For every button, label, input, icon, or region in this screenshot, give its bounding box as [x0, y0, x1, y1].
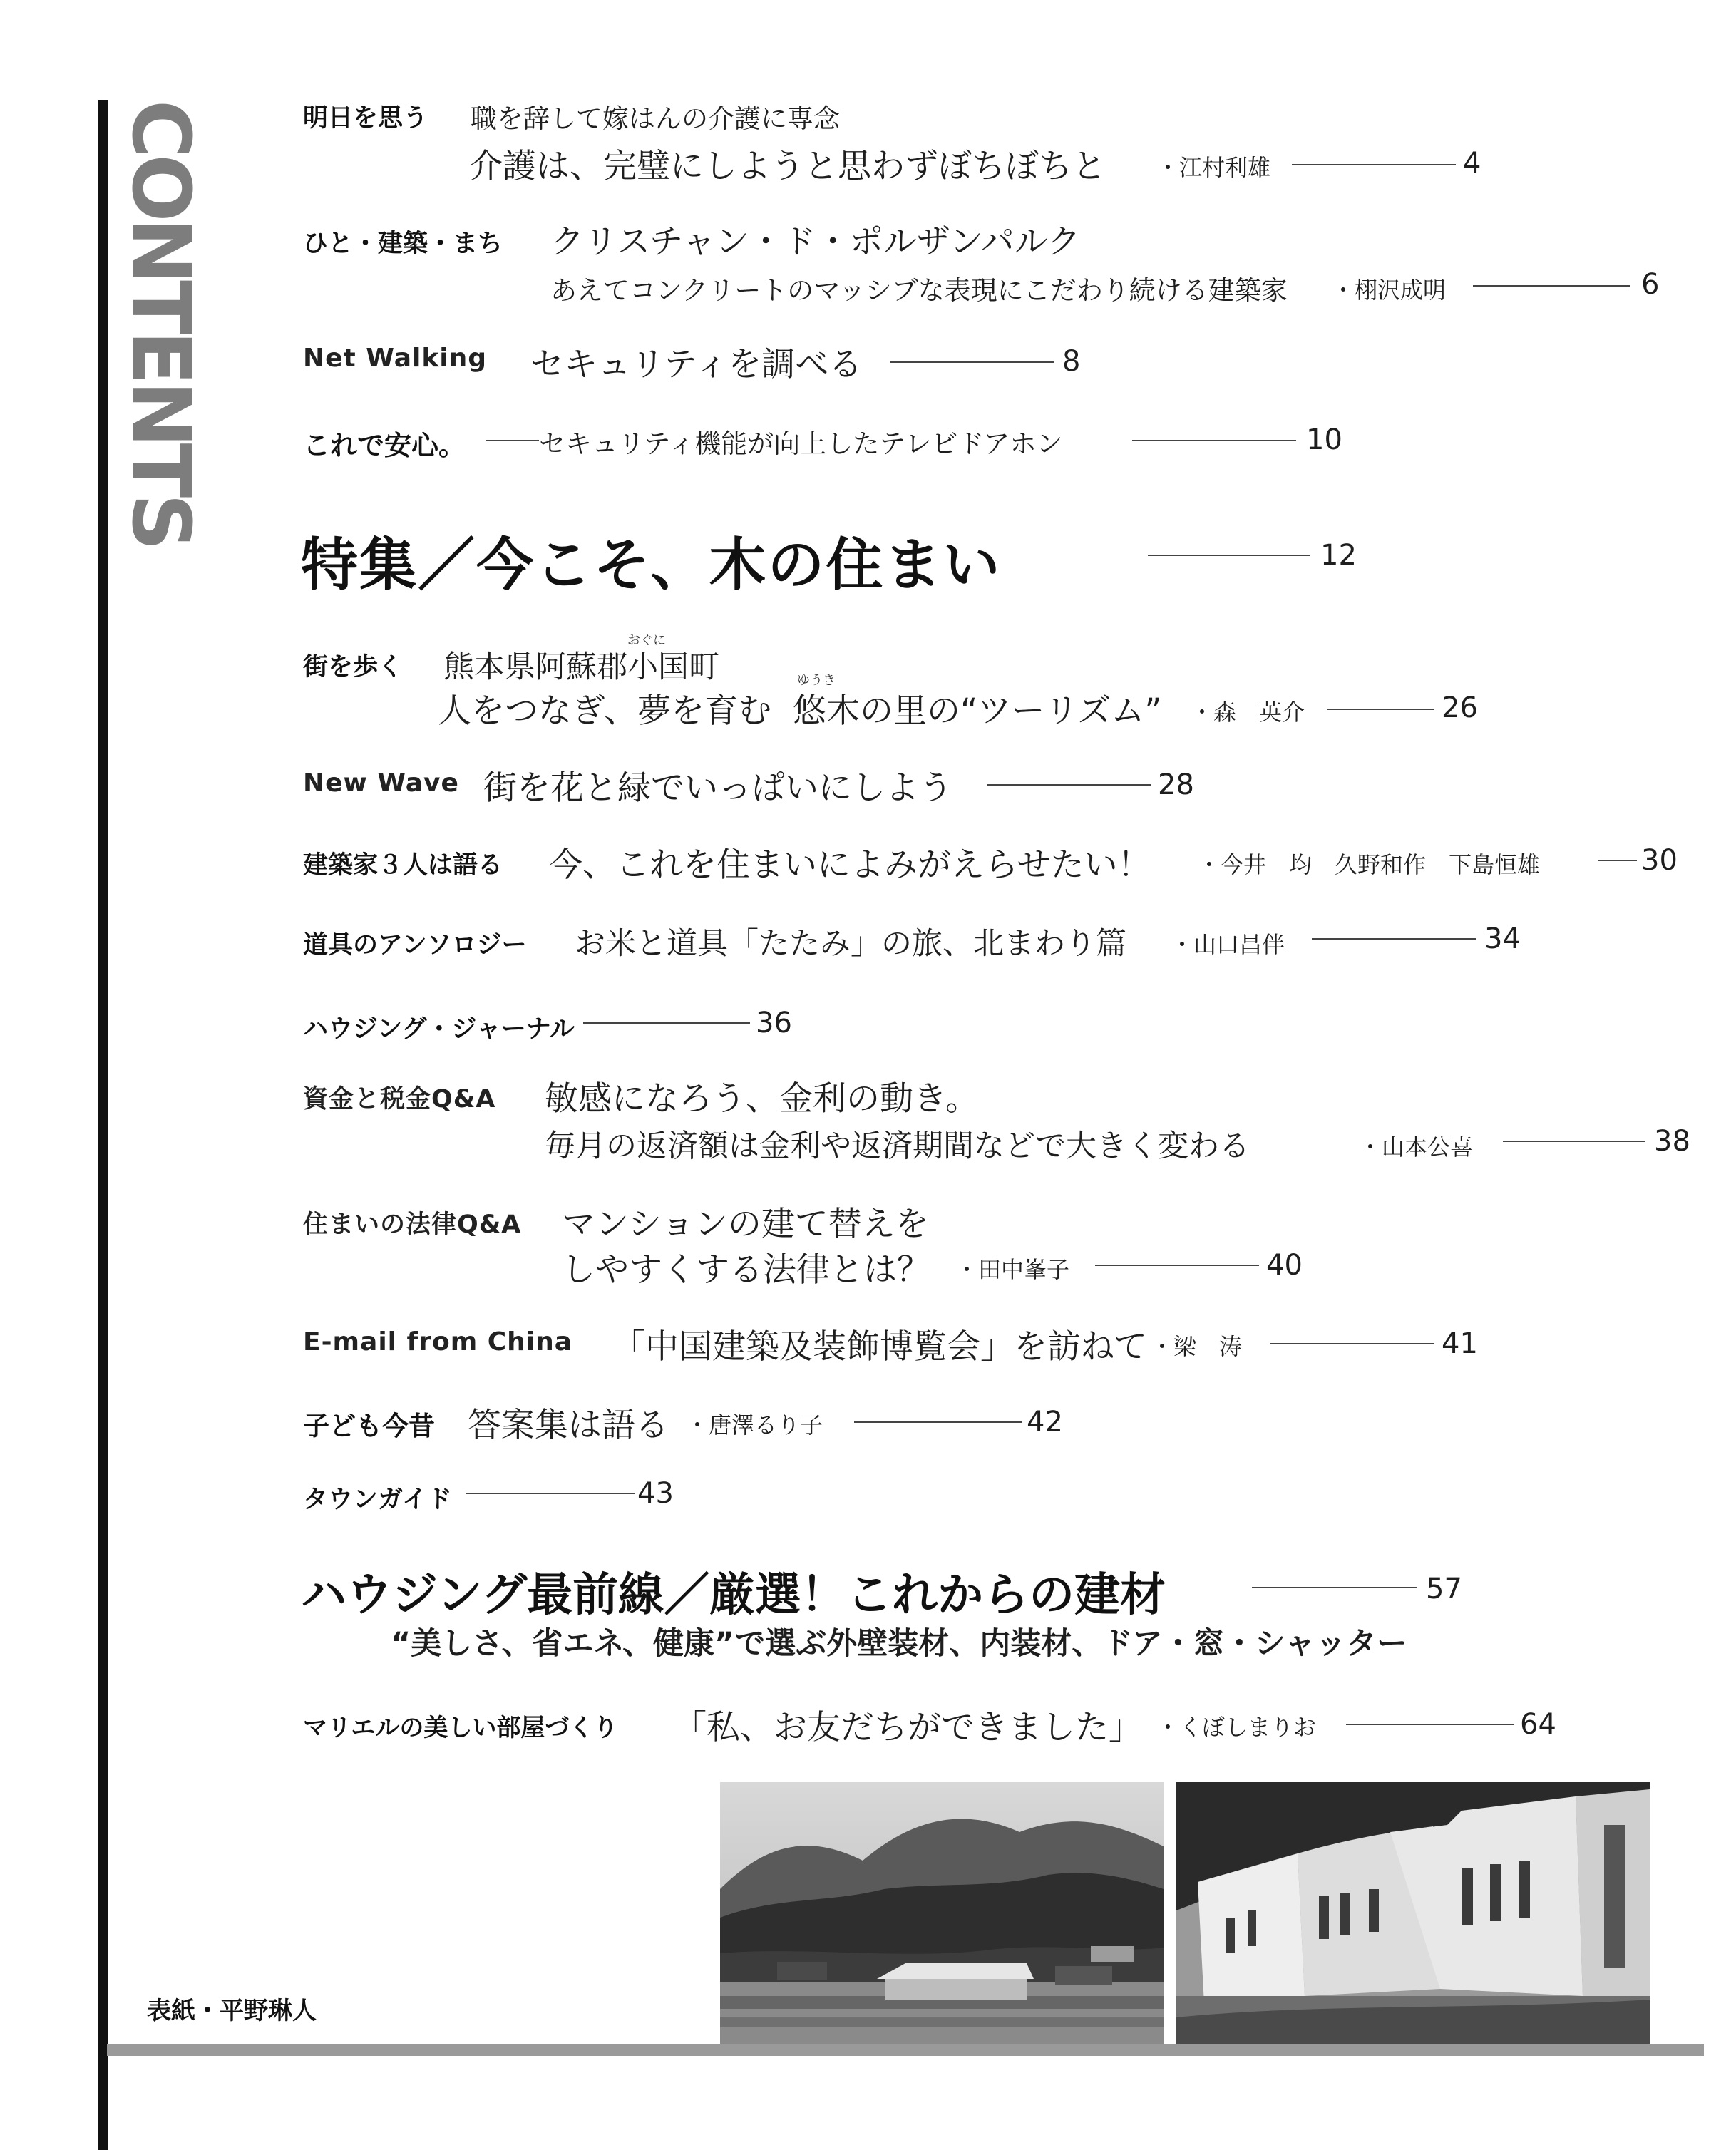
- page-number: 41: [1442, 1327, 1478, 1360]
- entry-author: ・今井 均 久野和作 下島恒雄: [1198, 851, 1541, 878]
- left-vertical-bar: [98, 100, 108, 2150]
- entry-author: ・田中峯子: [955, 1256, 1070, 1283]
- entry-title-a[interactable]: 人をつなぎ、夢を育む: [438, 691, 772, 731]
- entry-label: 子ども今昔: [303, 1411, 435, 1441]
- leader-line: [1132, 440, 1296, 441]
- entry-place: 熊本県阿蘇郡小国町: [443, 649, 719, 685]
- entry-label: 建築家３人は語る: [303, 851, 503, 880]
- entry-label: 道具のアンソロジー: [303, 931, 527, 960]
- leader-line: [1095, 1265, 1259, 1266]
- entry-author: ・唐澤るり子: [686, 1411, 823, 1439]
- leader-line: [1292, 164, 1456, 165]
- page-number: 42: [1027, 1406, 1063, 1439]
- entry-label: 住まいの法律Q&A: [303, 1210, 522, 1239]
- leader-line: [890, 361, 1054, 363]
- cover-credit: 表紙・平野琳人: [147, 1997, 317, 2025]
- page-number: 43: [637, 1477, 674, 1510]
- page-number: 36: [756, 1007, 792, 1039]
- bottom-horizontal-bar: [107, 2044, 1704, 2056]
- entry-title[interactable]: 「中国建築及装飾博覧会」を訪ねて: [612, 1327, 1147, 1367]
- entry-title-line1[interactable]: マンションの建て替えを: [562, 1205, 929, 1244]
- leader-line: [1346, 1724, 1514, 1725]
- page-number: 38: [1654, 1125, 1690, 1158]
- entry-title[interactable]: 今、これを住まいによみがえらせたい！: [549, 845, 1151, 885]
- entry-label: Net Walking: [303, 344, 488, 373]
- entry-subtitle: あえてコンクリートのマッシブな表現にこだわり続ける建築家: [550, 275, 1288, 306]
- entry-author: ・江村利雄: [1156, 154, 1271, 181]
- page-number: 8: [1062, 345, 1081, 378]
- entry-title[interactable]: クリスチャン・ド・ポルザンパルク: [550, 222, 1081, 262]
- page-number: 34: [1484, 922, 1521, 955]
- entry-title[interactable]: セキュリティ機能が向上したテレビドアホン: [539, 428, 1063, 459]
- leader-line: [1598, 860, 1637, 861]
- entry-label: ひと・建築・まち: [303, 230, 503, 258]
- leader-line: [466, 1493, 635, 1494]
- entry-title[interactable]: お米と道具「たたみ」の旅、北まわり篇: [575, 926, 1126, 962]
- entry-subtitle: 毎月の返済額は金利や返済期間などで大きく変わる: [545, 1128, 1250, 1164]
- page-number: 26: [1442, 691, 1478, 724]
- leader-line: [1252, 1587, 1417, 1588]
- contents-heading: CONTENTS: [114, 100, 207, 547]
- feature-title[interactable]: ハウジング最前線／厳選！これからの建材: [301, 1569, 1166, 1622]
- page-number: 64: [1520, 1708, 1556, 1741]
- leader-line: [1503, 1141, 1645, 1142]
- entry-author: ・栩沢成明: [1332, 277, 1447, 304]
- entry-label: 街を歩く: [303, 653, 404, 681]
- page-number: 6: [1641, 268, 1660, 301]
- entry-label: これで安心。: [303, 430, 466, 461]
- page-number: 4: [1463, 147, 1481, 180]
- page-number: 10: [1306, 423, 1342, 456]
- page-number: 30: [1641, 844, 1678, 877]
- entry-label: マリエルの美しい部屋づくり: [303, 1714, 618, 1742]
- entry-label[interactable]: ハウジング・ジャーナル: [303, 1015, 575, 1044]
- entry-title[interactable]: 街を花と緑でいっぱいにしよう: [483, 768, 952, 808]
- village-landscape-photo: [720, 1782, 1164, 2049]
- feature-subtitle: “美しさ、省エネ、健康”で選ぶ外壁装材、内装材、ドア・窓・シャッター: [391, 1626, 1408, 1662]
- leader-line: [854, 1421, 1022, 1423]
- page-number: 12: [1320, 539, 1357, 572]
- entry-title[interactable]: 「私、お友だちができました」: [673, 1708, 1142, 1747]
- entry-label: 明日を思う: [303, 104, 428, 133]
- leader-line: [1148, 555, 1310, 556]
- leader-line: [1270, 1343, 1434, 1344]
- page-number: 57: [1426, 1573, 1462, 1605]
- entry-subtitle: 職を辞して嫁はんの介護に専念: [471, 103, 840, 134]
- page-number: 28: [1158, 768, 1194, 801]
- entry-label: E-mail from China: [303, 1327, 573, 1357]
- leader-line: [1473, 285, 1630, 287]
- entry-author: ・山本公喜: [1359, 1133, 1474, 1161]
- dash: [486, 440, 539, 441]
- entry-author: ・森 英介: [1191, 699, 1305, 726]
- entry-title[interactable]: 介護は、完璧にしようと思わずぼちぼちと: [469, 147, 1106, 186]
- ruby-text: おぐに: [627, 633, 666, 648]
- leader-line: [583, 1022, 750, 1024]
- concrete-building-photo: [1176, 1782, 1650, 2056]
- feature-title[interactable]: 特集／今こそ、木の住まい: [301, 532, 1002, 598]
- entry-title[interactable]: 答案集は語る: [468, 1406, 669, 1445]
- entry-title-b[interactable]: 悠木の里の“ツーリズム”: [793, 691, 1162, 731]
- leader-line: [1312, 938, 1476, 940]
- entry-label[interactable]: タウンガイド: [303, 1486, 452, 1514]
- entry-title[interactable]: セキュリティを調べる: [530, 345, 863, 384]
- entry-title-line2[interactable]: しやすくする法律とは？: [562, 1250, 930, 1290]
- entry-author: ・梁 涛: [1151, 1333, 1243, 1360]
- entry-author: ・山口昌伴: [1171, 931, 1285, 958]
- entry-title[interactable]: 敏感になろう、金利の動き。: [545, 1079, 980, 1118]
- entry-label: New Wave: [303, 768, 459, 798]
- leader-line: [987, 784, 1151, 786]
- entry-author: ・くぼしまりお: [1156, 1714, 1317, 1741]
- ruby-text: ゆうき: [797, 673, 836, 688]
- page-number: 40: [1266, 1249, 1303, 1282]
- entry-label: 資金と税金Q&A: [303, 1085, 496, 1113]
- leader-line: [1327, 709, 1434, 710]
